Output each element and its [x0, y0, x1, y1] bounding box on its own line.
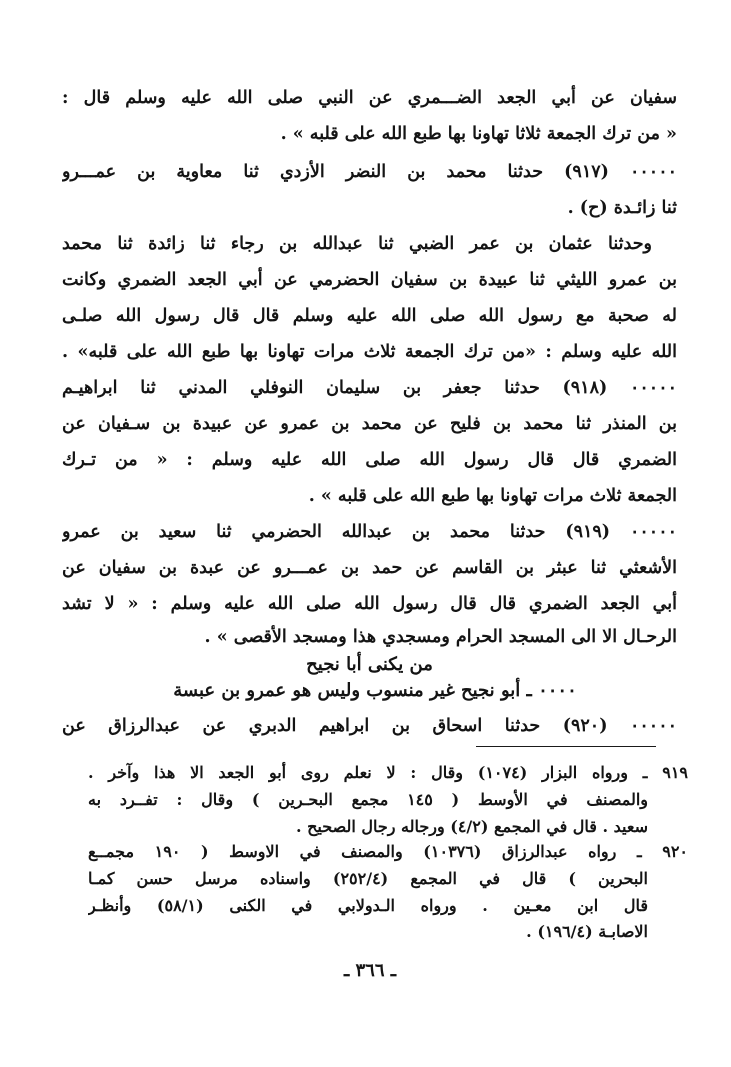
body-line-last: ٠٠٠٠٠ (٩٢٠) حدثنا اسحاق بن ابراهيم الدبري عن عبدالرزاق عن — [62, 716, 677, 736]
body-line-5: وحدثنا عثمان بن عمر الضبي ثنا عبدالله بن رجاء ثنا زائدة ثنا محمد — [62, 234, 652, 254]
body-line-9: ٠٠٠٠٠ (٩١٨) حدثنا جعفر بن سليمان النوفلي المدني ثنا ابراهيـم — [62, 378, 677, 398]
footnote-line-4: ٩٢٠ ـ رواه عبدالرزاق (١٠٣٧٦) والمصنف في الاوسط ( ١٩٠ مجمــع — [88, 842, 688, 861]
body-line-14: الأشعثي ثنا عبثر بن القاسم عن حمد بن عمـــرو عن عبدة بن سفيان عن — [62, 558, 677, 578]
body-line-11: الضمري قال قال رسول الله صلى الله عليه وسلم : « من تـرك — [62, 450, 677, 470]
body-line-3: ٠٠٠٠٠ (٩١٧) حدثنا محمد بن النضر الأزدي ثنا معاوية بن عمـــرو — [62, 162, 677, 182]
page-number: ـ ٣٦٦ ـ — [343, 960, 397, 981]
body-line-4: ثنا زائـدة (ح) . — [567, 198, 677, 218]
subheading: ٠٠٠٠ ـ أبو نجيح غير منسوب وليس هو عمرو بن عبسة — [173, 680, 577, 701]
body-line-8: الله عليه وسلم : «من ترك الجمعة ثلاث مرات تهاونا بها طبع الله على قلبه» . — [62, 342, 677, 362]
body-line-15: أبي الجعد الضمري قال قال رسول الله صلى الله عليه وسلم : « لا تشد — [62, 594, 677, 614]
body-line-16: الرحـال الا الى المسجد الحرام ومسجدي هذا ومسجد الأقصى » . — [204, 627, 677, 647]
footnote-line-7: الاصابـة (١٩٦/٤) . — [526, 922, 648, 941]
footnote-divider — [476, 746, 656, 747]
body-line-12: الجمعة ثلاث مرات تهاونا بها طبع الله على قلبه » . — [308, 486, 677, 506]
body-line-1: سفيان عن أبي الجعد الضـــمري عن النبي صلى الله عليه وسلم قال : — [62, 88, 677, 108]
body-line-6: بن عمرو الليثي ثنا عبيدة بن سفيان الحضرمي عن أبي الجعد الضمري وكانت — [62, 270, 677, 290]
section-heading: من يكنى أبا نجيح — [306, 654, 433, 675]
body-line-13: ٠٠٠٠٠ (٩١٩) حدثنا محمد بن عبدالله الحضرمي ثنا سعيد بن عمرو — [62, 522, 677, 542]
footnote-line-6: قال ابن معـين . ورواه الـدولابي في الكنى (٥٨/١) وأنظـر — [88, 896, 648, 915]
body-line-7: له صحبة مع رسول الله صلى الله عليه وسلم قال قال رسول الله صلـى — [62, 306, 677, 326]
body-line-2: « من ترك الجمعة ثلاثا تهاونا بها طبع الله على قلبه » . — [280, 124, 677, 144]
footnote-line-3: سعيد . قال في المجمع (٤/٢) ورجاله رجال الصحيح . — [295, 817, 648, 836]
footnote-line-5: البحرين ) قال في المجمع (٢٥٢/٤) واسناده مرسل حسن كمـا — [88, 869, 648, 888]
footnote-line-2: والمصنف في الأوسط ( ١٤٥ مجمع البحـرين ) وقال : تفــرد به — [88, 790, 648, 809]
footnote-line-1: ٩١٩ ـ ورواه البزار (١٠٧٤) وقال : لا نعلم روى أبو الجعد الا هذا وآخر . — [88, 763, 688, 782]
body-line-10: بن المنذر ثنا محمد بن فليح عن محمد بن عمرو عن عبيدة بن سـفيان عن — [62, 414, 677, 434]
